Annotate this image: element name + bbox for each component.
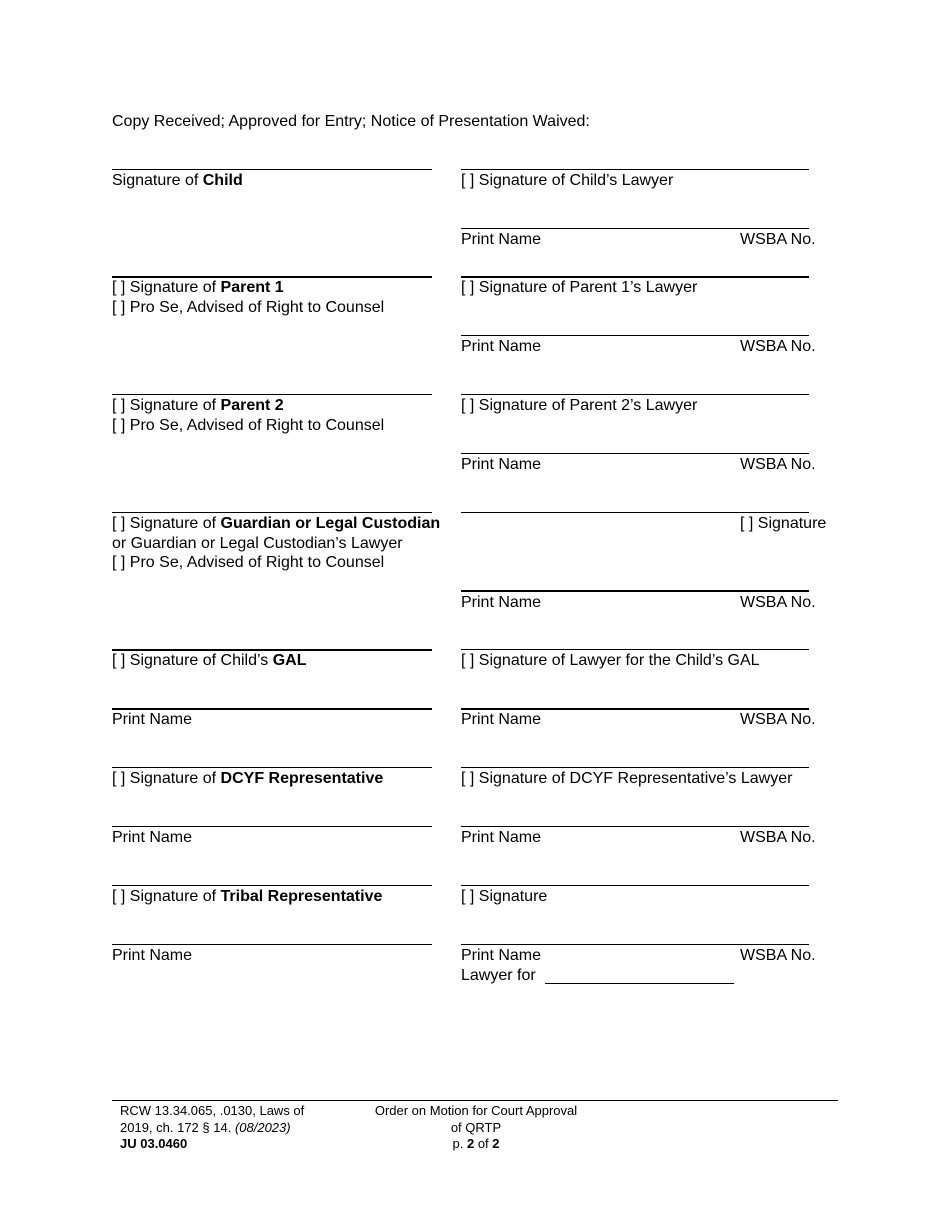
- wsba-label: WSBA No.: [740, 711, 816, 728]
- print-name-label: Print Name: [112, 947, 193, 964]
- signature-line-child-lawyer: [461, 169, 809, 170]
- header-text: Copy Received; Approved for Entry; Notice of Presentation Waived:: [112, 113, 590, 130]
- print-name-label: Print Name: [461, 594, 542, 611]
- signature-line-gal-lawyer: [461, 649, 809, 650]
- label-signature-guardian: [ ] Signature of Guardian or Legal Custodian: [112, 515, 441, 532]
- signature-line-guardian: [112, 512, 432, 513]
- footer-rcw-line2: 2019, ch. 172 § 14. (08/2023): [120, 1120, 291, 1135]
- print-name-line-guardian-lawyer: [461, 590, 809, 592]
- label-signature-parent2-lawyer: [ ] Signature of Parent 2’s Lawyer: [461, 397, 698, 414]
- print-name-line-dcyf-lawyer: [461, 826, 809, 827]
- footer-rcw-line1: RCW 13.34.065, .0130, Laws of: [120, 1103, 305, 1118]
- print-name-line-tribal-lawyer: [461, 944, 809, 945]
- signature-line-tribal-lawyer: [461, 885, 809, 886]
- label-signature-tribal-lawyer: [ ] Signature: [461, 888, 548, 905]
- label-signature-parent1-lawyer: [ ] Signature of Parent 1’s Lawyer: [461, 279, 698, 296]
- wsba-label: WSBA No.: [740, 594, 816, 611]
- print-name-label: Print Name: [461, 711, 542, 728]
- print-name-line-dcyf: [112, 826, 432, 827]
- footer-title-line2: of QRTP: [450, 1120, 502, 1135]
- print-name-label: Print Name: [461, 829, 542, 846]
- signature-line-tribal: [112, 885, 432, 886]
- print-name-label: Print Name: [112, 711, 193, 728]
- footer-title-line1: Order on Motion for Court Approval: [374, 1103, 578, 1118]
- label-signature-dcyf-lawyer: [ ] Signature of DCYF Representative’s Lawyer: [461, 770, 793, 787]
- signature-line-parent2-lawyer: [461, 394, 809, 395]
- wsba-label: WSBA No.: [740, 947, 816, 964]
- print-name-line-tribal: [112, 944, 432, 945]
- label-signature-gal-lawyer: [ ] Signature of Lawyer for the Child’s GAL: [461, 652, 760, 669]
- print-name-line-child-lawyer: [461, 228, 809, 229]
- label-pro-se-parent1: [ ] Pro Se, Advised of Right to Counsel: [112, 299, 385, 316]
- label-pro-se-parent2: [ ] Pro Se, Advised of Right to Counsel: [112, 417, 385, 434]
- signature-line-guardian-lawyer: [461, 512, 809, 513]
- label-signature-tribal: [ ] Signature of Tribal Representative: [112, 888, 383, 905]
- label-signature-parent1: [ ] Signature of Parent 1: [112, 279, 284, 296]
- signature-line-child: [112, 169, 432, 170]
- label-signature-parent2: [ ] Signature of Parent 2: [112, 397, 284, 414]
- label-signature-child: Signature of Child: [112, 172, 243, 189]
- signature-line-dcyf: [112, 767, 432, 768]
- wsba-label: WSBA No.: [740, 456, 816, 473]
- label-signature-child-lawyer: [ ] Signature of Child’s Lawyer: [461, 172, 674, 189]
- footer-form-number: JU 03.0460: [120, 1136, 188, 1151]
- label-signature-guardian-lawyer: [ ] Signature: [740, 515, 827, 532]
- signature-line-parent2: [112, 394, 432, 395]
- wsba-label: WSBA No.: [740, 829, 816, 846]
- label-signature-dcyf: [ ] Signature of DCYF Representative: [112, 770, 384, 787]
- label-pro-se-guardian: [ ] Pro Se, Advised of Right to Counsel: [112, 554, 385, 571]
- signature-line-dcyf-lawyer: [461, 767, 809, 768]
- footer-rule: [112, 1100, 838, 1101]
- print-name-label: Print Name: [461, 947, 542, 964]
- wsba-label: WSBA No.: [740, 231, 816, 248]
- print-name-label: Print Name: [461, 231, 542, 248]
- footer-page-number: p. 2 of 2: [452, 1136, 500, 1151]
- label-signature-gal: [ ] Signature of Child’s GAL: [112, 652, 307, 669]
- print-name-line-parent1-lawyer: [461, 335, 809, 336]
- wsba-label: WSBA No.: [740, 338, 816, 355]
- label-lawyer-for: Lawyer for: [461, 967, 536, 984]
- print-name-label: Print Name: [461, 338, 542, 355]
- print-name-line-parent2-lawyer: [461, 453, 809, 454]
- print-name-label: Print Name: [461, 456, 542, 473]
- print-name-label: Print Name: [112, 829, 193, 846]
- lawyer-for-blank-line: [545, 983, 734, 984]
- label-guardian-lawyer-cont: or Guardian or Legal Custodian’s Lawyer: [112, 535, 403, 552]
